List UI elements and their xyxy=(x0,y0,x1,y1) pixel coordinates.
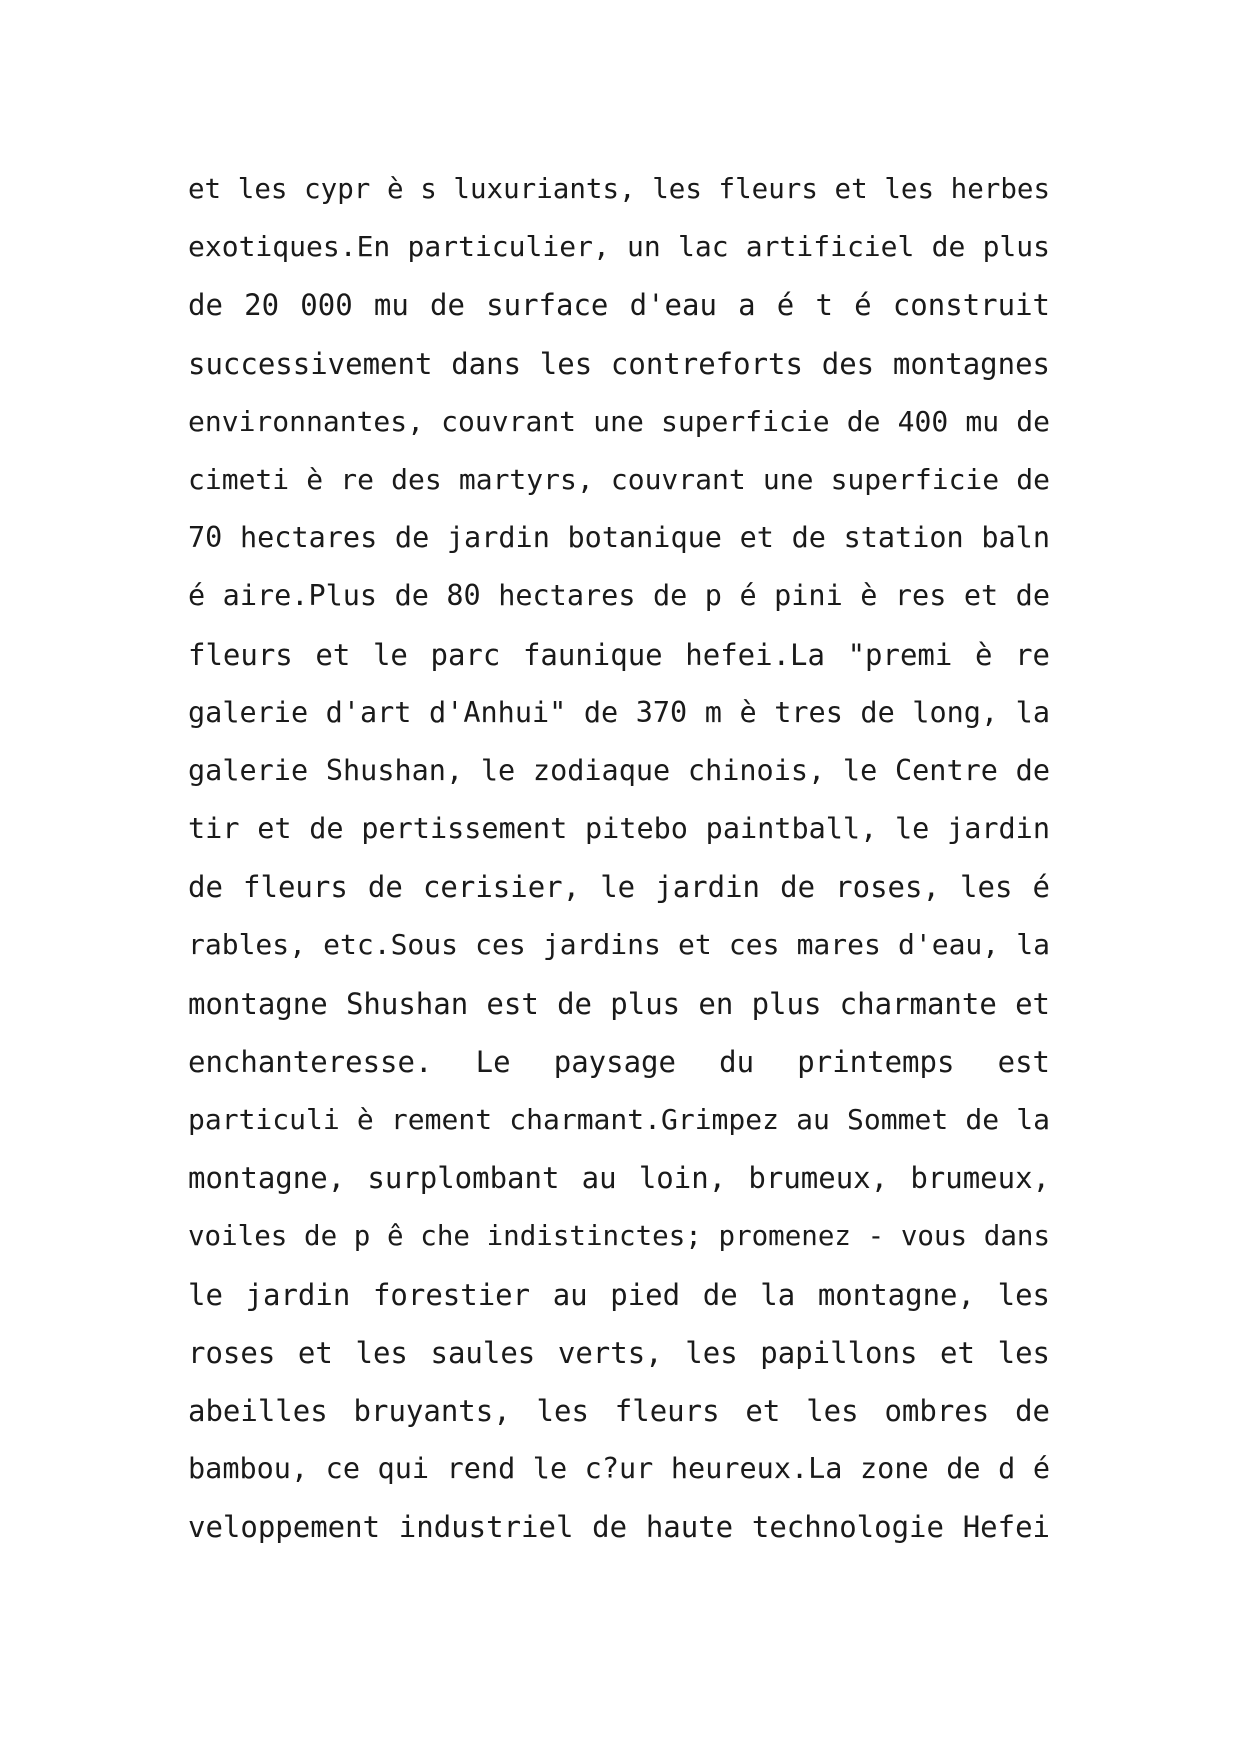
text-line-9: fleurs et le parc faunique hefei.La "premi è re xyxy=(188,637,1050,672)
text-line-6: cimeti è re des martyrs, couvrant une superficie de xyxy=(188,462,1050,496)
body-text xyxy=(188,160,1050,1557)
text-line-21: roses et les saules verts, les papillons et les xyxy=(188,1335,1050,1370)
text-line-1: et les cypr è s luxuriants, les fleurs et les herbes xyxy=(188,173,1050,205)
text-line-17: particuli è rement charmant.Grimpez au Sommet de la xyxy=(188,1103,1050,1136)
text-line-14: rables, etc.Sous ces jardins et ces mares d'eau, la xyxy=(188,928,1050,962)
text-line-3: de 20 000 mu de surface d'eau a é t é construit xyxy=(188,288,1050,323)
text-line-8: é aire.Plus de 80 hectares de p é pini è res et de xyxy=(188,579,1050,613)
text-line-2: exotiques.En particulier, un lac artificiel de plus xyxy=(188,230,1050,264)
text-line-12: tir et de pertissement pitebo paintball, le jardin xyxy=(188,812,1050,846)
text-line-19: voiles de p ê che indistinctes; promenez - vous dans xyxy=(188,1220,1050,1253)
text-line-18: montagne, surplombant au loin, brumeux, brumeux, xyxy=(188,1161,1050,1196)
text-line-11: galerie Shushan, le zodiaque chinois, le Centre de xyxy=(188,753,1050,787)
text-line-4: successivement dans les contreforts des montagnes xyxy=(188,346,1050,381)
text-line-7: 70 hectares de jardin botanique et de station baln xyxy=(188,521,1050,555)
text-line-23: bambou, ce qui rend le c?ur heureux.La zone de d é xyxy=(188,1452,1050,1486)
text-line-24: veloppement industriel de haute technologie Hefei xyxy=(188,1510,1050,1545)
text-line-20: le jardin forestier au pied de la montagne, les xyxy=(188,1277,1050,1312)
text-line-5: environnantes, couvrant une superficie de 400 mu de xyxy=(188,404,1050,438)
text-line-13: de fleurs de cerisier, le jardin de roses, les é xyxy=(188,870,1050,905)
text-line-16: enchanteresse. Le paysage du printemps est xyxy=(188,1044,1050,1079)
text-line-10: galerie d'art d'Anhui" de 370 m è tres de long, la xyxy=(188,695,1050,729)
text-line-22: abeilles bruyants, les fleurs et les ombres de xyxy=(188,1393,1050,1428)
text-line-15: montagne Shushan est de plus en plus charmante et xyxy=(188,986,1050,1021)
